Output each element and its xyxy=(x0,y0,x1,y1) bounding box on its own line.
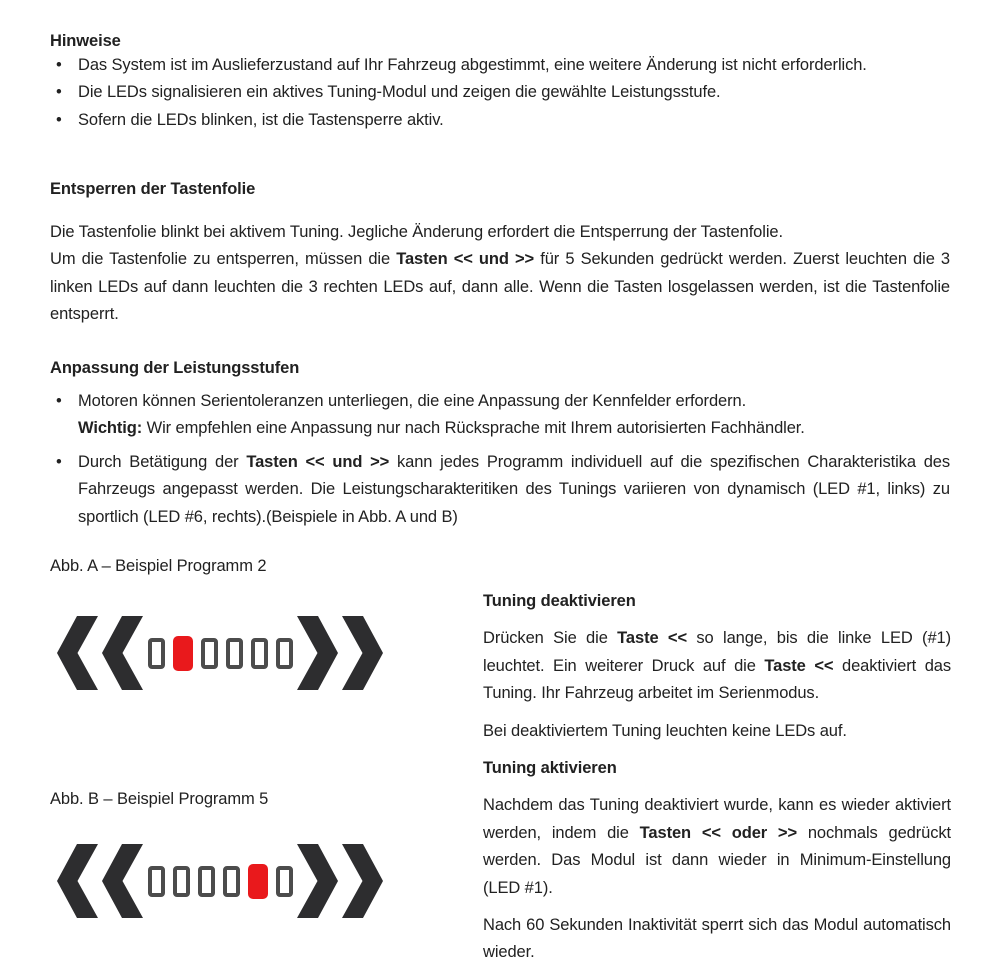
text-run: Nachdem das Tuning deaktiviert wurde, kann es wieder aktiviert werden, indem die xyxy=(483,796,951,842)
text-run: Nach 60 Sekunden Inaktivität sperrt sich das Modul automatisch wieder. xyxy=(483,916,951,962)
text-run: Um die Tastenfolie zu entsperren, müssen die xyxy=(50,250,397,269)
text-run: Wir empfehlen eine Anpassung nur nach Rücksprache mit Ihrem autorisierten Fachhändler. xyxy=(142,419,805,438)
text-run: Sofern die LEDs blinken, ist die Tastensperre aktiv. xyxy=(78,110,444,129)
double-chevron-left-icon xyxy=(57,616,143,690)
tuning-deaktivieren-paragraph xyxy=(483,625,951,707)
bold-text-run: Tasten << oder >> xyxy=(639,823,798,842)
text-run: nochmals gedrückt werden. Das Modul ist dann wieder in Minimum-Einstellung (LED #1). xyxy=(483,823,951,897)
figure-b-label: Abb. B – Beispiel Programm 5 xyxy=(50,790,269,808)
hinweise-bullet-list xyxy=(50,52,950,134)
double-chevron-left-icon xyxy=(57,844,143,918)
text-run: Motoren können Serientoleranzen unterliegen, die eine Anpassung der Kennfelder erfordern. xyxy=(78,392,747,410)
tuning-deaktivieren-note xyxy=(483,718,951,745)
led-row xyxy=(143,864,297,899)
led-row xyxy=(143,636,297,671)
list-item-leds-blinken xyxy=(50,107,950,134)
text-run: Die Tastenfolie blinkt bei aktivem Tuning. Jegliche Änderung erfordert die Entsperrung der Tastenfolie. xyxy=(50,223,783,241)
text-run: kann jedes Programm individuell auf die spezifischen Charakteristika des Fahrzeugs angepasst werden. Die Leistungscharakteritiken des Tunings variieren von dynamisch (LED #1, links) zu sportlich (LED #6, rechts).(Beispiele in Abb. A und B) xyxy=(78,452,951,526)
double-chevron-right-icon xyxy=(297,616,383,690)
led-indicator xyxy=(148,866,165,897)
bold-text-run: Taste << xyxy=(764,656,834,675)
text-run: für 5 Sekunden gedrückt werden. Zuerst leuchten die 3 linken LEDs auf dann leuchten die 3 rechten LEDs auf, dann alle. Wenn die Tasten losgelassen werden, ist die Tastenfolie entsperrt. xyxy=(50,250,951,324)
text-run: Das System ist im Auslieferzustand auf Ihr Fahrzeug abgestimmt, eine weitere Änderung ist nicht erforderlich. xyxy=(78,56,867,74)
list-item-system-abgestimmt xyxy=(50,52,950,79)
led-indicator xyxy=(276,866,293,897)
section-title-hinweise: Hinweise xyxy=(50,32,121,50)
right-column xyxy=(483,588,951,975)
led-indicator xyxy=(226,638,243,669)
text-run: Die LEDs signalisieren ein aktives Tuning-Modul und zeigen die gewählte Leistungsstufe. xyxy=(78,83,721,102)
section-title-tuning-aktivieren: Tuning aktivieren xyxy=(483,759,617,778)
text-run: Bei deaktiviertem Tuning leuchten keine LEDs auf. xyxy=(483,721,847,740)
bold-text-run: Taste << xyxy=(617,629,688,648)
led-indicator-active xyxy=(248,864,268,899)
section-title-entsperren: Entsperren der Tastenfolie xyxy=(50,180,256,198)
figure-a-led-display xyxy=(57,616,383,690)
tuning-aktivieren-paragraph xyxy=(483,792,951,902)
section-title-tuning-deaktivieren: Tuning deaktivieren xyxy=(483,592,636,610)
text-run: Drücken Sie die xyxy=(483,629,618,648)
bold-text-run: Wichtig: xyxy=(78,419,143,438)
bold-text-run: Tasten << und >> xyxy=(396,250,535,269)
list-item-motoren xyxy=(50,388,950,443)
text-run: deaktiviert das Tuning. Ihr Fahrzeug arbeitet im Serienmodus. xyxy=(483,656,951,703)
text-run: Durch Betätigung der xyxy=(78,452,247,471)
double-chevron-right-icon xyxy=(297,844,383,918)
bold-text-run: Tasten << und >> xyxy=(246,452,390,471)
led-indicator xyxy=(198,866,215,897)
tuning-aktivieren-timeout-note xyxy=(483,912,951,967)
led-indicator xyxy=(173,866,190,897)
led-indicator xyxy=(251,638,268,669)
anpassung-bullet-list xyxy=(50,388,950,531)
entsperren-paragraph xyxy=(50,219,950,329)
led-indicator xyxy=(201,638,218,669)
led-indicator xyxy=(148,638,165,669)
led-indicator xyxy=(223,866,240,897)
led-indicator-active xyxy=(173,636,193,671)
figure-b-led-display xyxy=(57,844,383,918)
text-run: so lange, bis die linke LED (#1) leuchtet. Ein weiterer Druck auf die xyxy=(483,629,951,675)
figure-a-label: Abb. A – Beispiel Programm 2 xyxy=(50,557,267,575)
list-item-betaetigung xyxy=(50,449,950,531)
section-title-anpassung: Anpassung der Leistungsstufen xyxy=(50,359,300,377)
led-indicator xyxy=(276,638,293,669)
list-item-leds-signalisieren xyxy=(50,79,950,106)
